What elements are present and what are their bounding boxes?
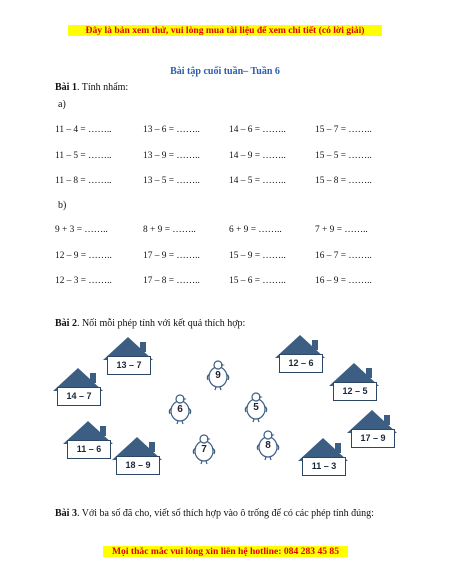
house-card[interactable] xyxy=(272,334,328,382)
calc-b-2-4: 16 – 7 = …….. xyxy=(315,251,372,261)
preview-banner: Đây là bản xem thử, vui lòng mua tài liệu để xem chi tiết (có lời giải) xyxy=(68,25,382,36)
page-title: Bài tập cuối tuần– Tuần 6 xyxy=(170,66,280,77)
bird-number: 9 xyxy=(215,370,221,381)
chimney xyxy=(140,342,146,352)
hotline-banner: Mọi thắc mắc vui lòng xin liên hệ hotline: 084 283 45 85 xyxy=(103,546,348,557)
house-card[interactable] xyxy=(60,420,116,468)
house-expression: 14 – 7 xyxy=(57,387,101,406)
house-expression: 17 – 9 xyxy=(351,429,395,448)
chimney xyxy=(366,368,372,378)
bird-number: 5 xyxy=(253,402,259,413)
chimney xyxy=(90,373,96,383)
part-b-label: b) xyxy=(58,200,67,211)
house-card[interactable] xyxy=(100,336,156,384)
house-expression: 11 – 3 xyxy=(302,457,346,476)
house-card[interactable] xyxy=(295,437,351,485)
bird-card[interactable] xyxy=(255,429,281,461)
bird-card[interactable] xyxy=(205,359,231,391)
exercise-3-label: Bài 3 xyxy=(55,508,77,519)
calc-b-1-1: 9 + 3 = …….. xyxy=(55,225,108,235)
calc-a-3-4: 15 – 8 = …….. xyxy=(315,176,372,186)
calc-a-1-1: 11 – 4 = …….. xyxy=(55,125,112,135)
house-card[interactable] xyxy=(326,362,382,410)
calc-b-3-4: 16 – 9 = …….. xyxy=(315,276,372,286)
calc-b-2-1: 12 – 9 = …….. xyxy=(55,251,112,261)
calc-b-1-2: 8 + 9 = …….. xyxy=(143,225,196,235)
calc-a-2-2: 13 – 9 = …….. xyxy=(143,151,200,161)
chimney xyxy=(335,443,341,453)
calc-a-1-2: 13 – 6 = …….. xyxy=(143,125,200,135)
house-expression: 12 – 5 xyxy=(333,382,377,401)
bird-number: 6 xyxy=(177,404,183,415)
house-card[interactable] xyxy=(344,409,400,457)
chimney xyxy=(384,415,390,425)
calc-a-2-3: 14 – 9 = …….. xyxy=(229,151,286,161)
bird-card[interactable] xyxy=(243,391,269,423)
exercise-3-text: . Với ba số đã cho, viết số thích hợp vào ô trống để có các phép tính đúng: xyxy=(76,508,374,519)
calc-a-1-4: 15 – 7 = …….. xyxy=(315,125,372,135)
house-expression: 13 – 7 xyxy=(107,356,151,375)
calc-b-1-3: 6 + 9 = …….. xyxy=(229,225,282,235)
part-a-label: a) xyxy=(58,99,66,110)
calc-a-1-3: 14 – 6 = …….. xyxy=(229,125,286,135)
calc-b-2-3: 15 – 9 = …….. xyxy=(229,251,286,261)
calc-a-3-1: 11 – 8 = …….. xyxy=(55,176,112,186)
bird-card[interactable] xyxy=(191,433,217,465)
calc-b-3-1: 12 – 3 = …….. xyxy=(55,276,112,286)
chimney xyxy=(149,442,155,452)
calc-a-3-3: 14 – 5 = …….. xyxy=(229,176,286,186)
house-card[interactable] xyxy=(109,436,165,484)
chimney xyxy=(312,340,318,350)
exercise-1-heading xyxy=(55,82,128,93)
calc-b-3-2: 17 – 8 = …….. xyxy=(143,276,200,286)
exercise-2-text: . Nối mỗi phép tính với kết quả thích hợp: xyxy=(76,318,246,329)
exercise-3-heading xyxy=(55,508,374,519)
bird-card[interactable] xyxy=(167,393,193,425)
calc-b-2-2: 17 – 9 = …….. xyxy=(143,251,200,261)
house-expression: 18 – 9 xyxy=(116,456,160,475)
exercise-2-heading xyxy=(55,318,245,329)
exercise-2-label: Bài 2 xyxy=(55,318,77,329)
calc-a-3-2: 13 – 5 = …….. xyxy=(143,176,200,186)
chimney xyxy=(100,426,106,436)
house-expression: 11 – 6 xyxy=(67,440,111,459)
exercise-1-label: Bài 1 xyxy=(55,82,77,93)
calc-a-2-1: 11 – 5 = …….. xyxy=(55,151,112,161)
exercise-1-text: . Tính nhẩm: xyxy=(76,82,129,93)
bird-number: 7 xyxy=(201,444,207,455)
calc-b-1-4: 7 + 9 = …….. xyxy=(315,225,368,235)
bird-number: 8 xyxy=(265,440,271,451)
calc-b-3-3: 15 – 6 = …….. xyxy=(229,276,286,286)
house-card[interactable] xyxy=(50,367,106,415)
house-expression: 12 – 6 xyxy=(279,354,323,373)
calc-a-2-4: 15 – 5 = …….. xyxy=(315,151,372,161)
